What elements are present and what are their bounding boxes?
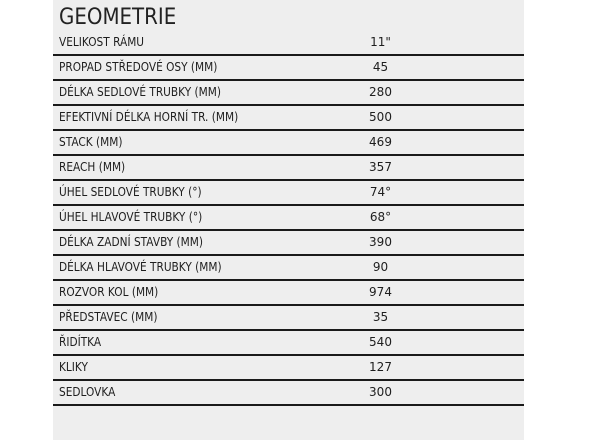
row-value: 11": [370, 35, 391, 49]
row-label: DÉLKA ZADNÍ STAVBY (MM): [59, 235, 204, 249]
row-value: 127: [369, 360, 392, 374]
table-row: [53, 107, 524, 131]
row-label: DÉLKA HLAVOVÉ TRUBKY (MM): [59, 260, 222, 274]
row-value: 500: [369, 110, 392, 124]
row-label: REACH (MM): [59, 160, 126, 174]
row-value: 45: [372, 60, 389, 74]
row-value: 357: [369, 160, 392, 174]
table-row: [53, 57, 524, 81]
row-value: 300: [369, 385, 392, 399]
table-row: [53, 307, 524, 331]
row-value: 74°: [369, 185, 392, 199]
row-label: KLIKY: [59, 360, 88, 374]
table-row: [53, 232, 524, 256]
row-label: DÉLKA SEDLOVÉ TRUBKY (MM): [59, 85, 221, 99]
row-value: 280: [369, 85, 392, 99]
row-label: ÚHEL SEDLOVÉ TRUBKY (°): [59, 185, 202, 199]
table-row: [53, 332, 524, 356]
table-row: [53, 32, 524, 56]
row-value: 469: [369, 135, 392, 149]
row-value: 974: [369, 285, 392, 299]
table-row: [53, 257, 524, 281]
table-row: [53, 82, 524, 106]
page-title: GEOMETRIE: [59, 5, 177, 30]
row-label: ROZVOR KOL (MM): [59, 285, 159, 299]
row-label: ŘIDÍTKA: [59, 335, 102, 349]
row-value: 90: [372, 260, 389, 274]
row-label: PROPAD STŘEDOVÉ OSY (MM): [59, 60, 218, 74]
table-row: [53, 357, 524, 381]
table-row: [53, 182, 524, 206]
row-value: 540: [369, 335, 392, 349]
row-label: PŘEDSTAVEC (MM): [59, 310, 158, 324]
geometry-panel: [53, 0, 524, 440]
table-row: [53, 157, 524, 181]
table-row: [53, 207, 524, 231]
table-row: [53, 382, 524, 406]
row-value: 68°: [369, 210, 392, 224]
row-value: 390: [369, 235, 392, 249]
geometry-table: [53, 32, 524, 407]
table-row: [53, 282, 524, 306]
row-label: ÚHEL HLAVOVÉ TRUBKY (°): [59, 210, 203, 224]
row-label: SEDLOVKA: [59, 385, 116, 399]
row-label: STACK (MM): [59, 135, 123, 149]
row-label: VELIKOST RÁMU: [59, 35, 145, 49]
row-value: 35: [372, 310, 389, 324]
table-row: [53, 132, 524, 156]
row-label: EFEKTIVNÍ DÉLKA HORNÍ TR. (MM): [59, 110, 239, 124]
